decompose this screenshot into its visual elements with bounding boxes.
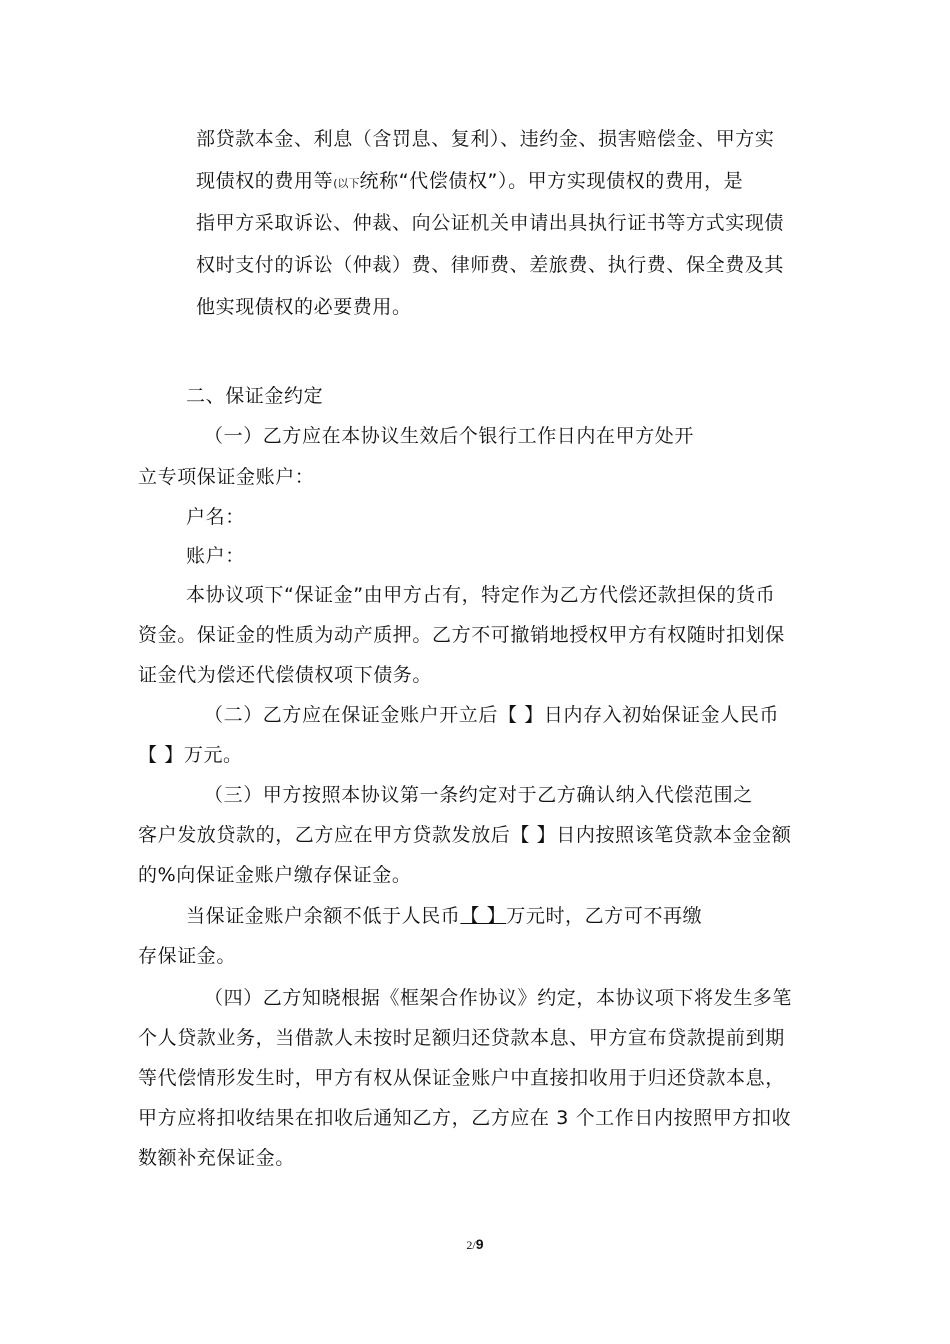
threshold-text-a: 当保证金账户余额不低于人民币: [186, 905, 461, 927]
deposit-para-line-2: 资金。保证金的性质为动产质押。乙方不可撤销地授权甲方有权随时扣划保: [138, 624, 785, 646]
clause-2-line-2: 【 】万元。: [138, 744, 243, 766]
clause-4-line-3: 等代偿情形发生时，甲方有权从保证金账户中直接扣收用于归还贷款本息，: [138, 1067, 785, 1089]
clause-1-line-1: （一）乙方应在本协议生效后个银行工作日内在甲方处开: [204, 425, 695, 447]
page-number: [0, 1236, 950, 1253]
clause-3-line-1: （三）甲方按照本协议第一条约定对于乙方确认纳入代偿范围之: [204, 784, 753, 806]
clause-1-line-2: 立专项保证金账户：: [138, 466, 315, 488]
threshold-text-c: 万元时，乙方可不再缴: [506, 905, 703, 927]
para-top-line-2a: 现债权的费用等: [196, 170, 334, 192]
page-total: 9: [475, 1236, 484, 1252]
para-top-line-2b: (以下: [333, 177, 360, 190]
account-number-label: 账户：: [186, 545, 245, 567]
para-top-line-2: [196, 168, 743, 197]
account-name-label: 户名：: [186, 506, 245, 528]
para-top-line-1: 部贷款本金、利息（含罚息、复利）、违约金、损害赔偿金、甲方实: [196, 128, 775, 150]
deposit-para-line-3: 证金代为偿还代偿债权项下债务。: [138, 664, 433, 686]
clause-3-line-2: 客户发放贷款的，乙方应在甲方贷款发放后【 】日内按照该笔贷款本金金额: [138, 824, 792, 846]
clause-2-line-1: （二）乙方应在保证金账户开立后【 】日内存入初始保证金人民币: [204, 704, 780, 726]
clause-4-line-1: （四）乙方知晓根据《框架合作协议》约定，本协议项下将发生多笔: [204, 987, 793, 1009]
threshold-para-line-2: 存保证金。: [138, 945, 237, 967]
para-top-line-2c: 统称“代偿债权”）。甲方实现债权的费用，是: [359, 170, 744, 192]
para-top-line-5: 他实现债权的必要费用。: [196, 296, 412, 318]
deposit-para-line-1: 本协议项下“保证金”由甲方占有，特定作为乙方代偿还款担保的货币: [186, 584, 776, 606]
section-heading: 二、保证金约定: [186, 385, 324, 407]
clause-4-line-5: 数额补充保证金。: [138, 1147, 295, 1169]
threshold-para-line-1: [186, 903, 702, 929]
page-current: 2/: [466, 1238, 476, 1252]
para-top-line-3: 指甲方采取诉讼、仲裁、向公证机关申请出具执行证书等方式实现债: [196, 212, 785, 234]
clause-4-line-4: 甲方应将扣收结果在扣收后通知乙方，乙方应在 3 个工作日内按照甲方扣收: [138, 1107, 792, 1129]
clause-3-line-3: 的%向保证金账户缴存保证金。: [138, 864, 412, 886]
clause-4-line-2: 个人贷款业务，当借款人未按时足额归还贷款本息、甲方宣布贷款提前到期: [138, 1027, 785, 1049]
threshold-blank: 【 】: [460, 905, 507, 927]
para-top-line-4: 权时支付的诉讼（仲裁）费、律师费、差旅费、执行费、保全费及其: [196, 254, 785, 276]
